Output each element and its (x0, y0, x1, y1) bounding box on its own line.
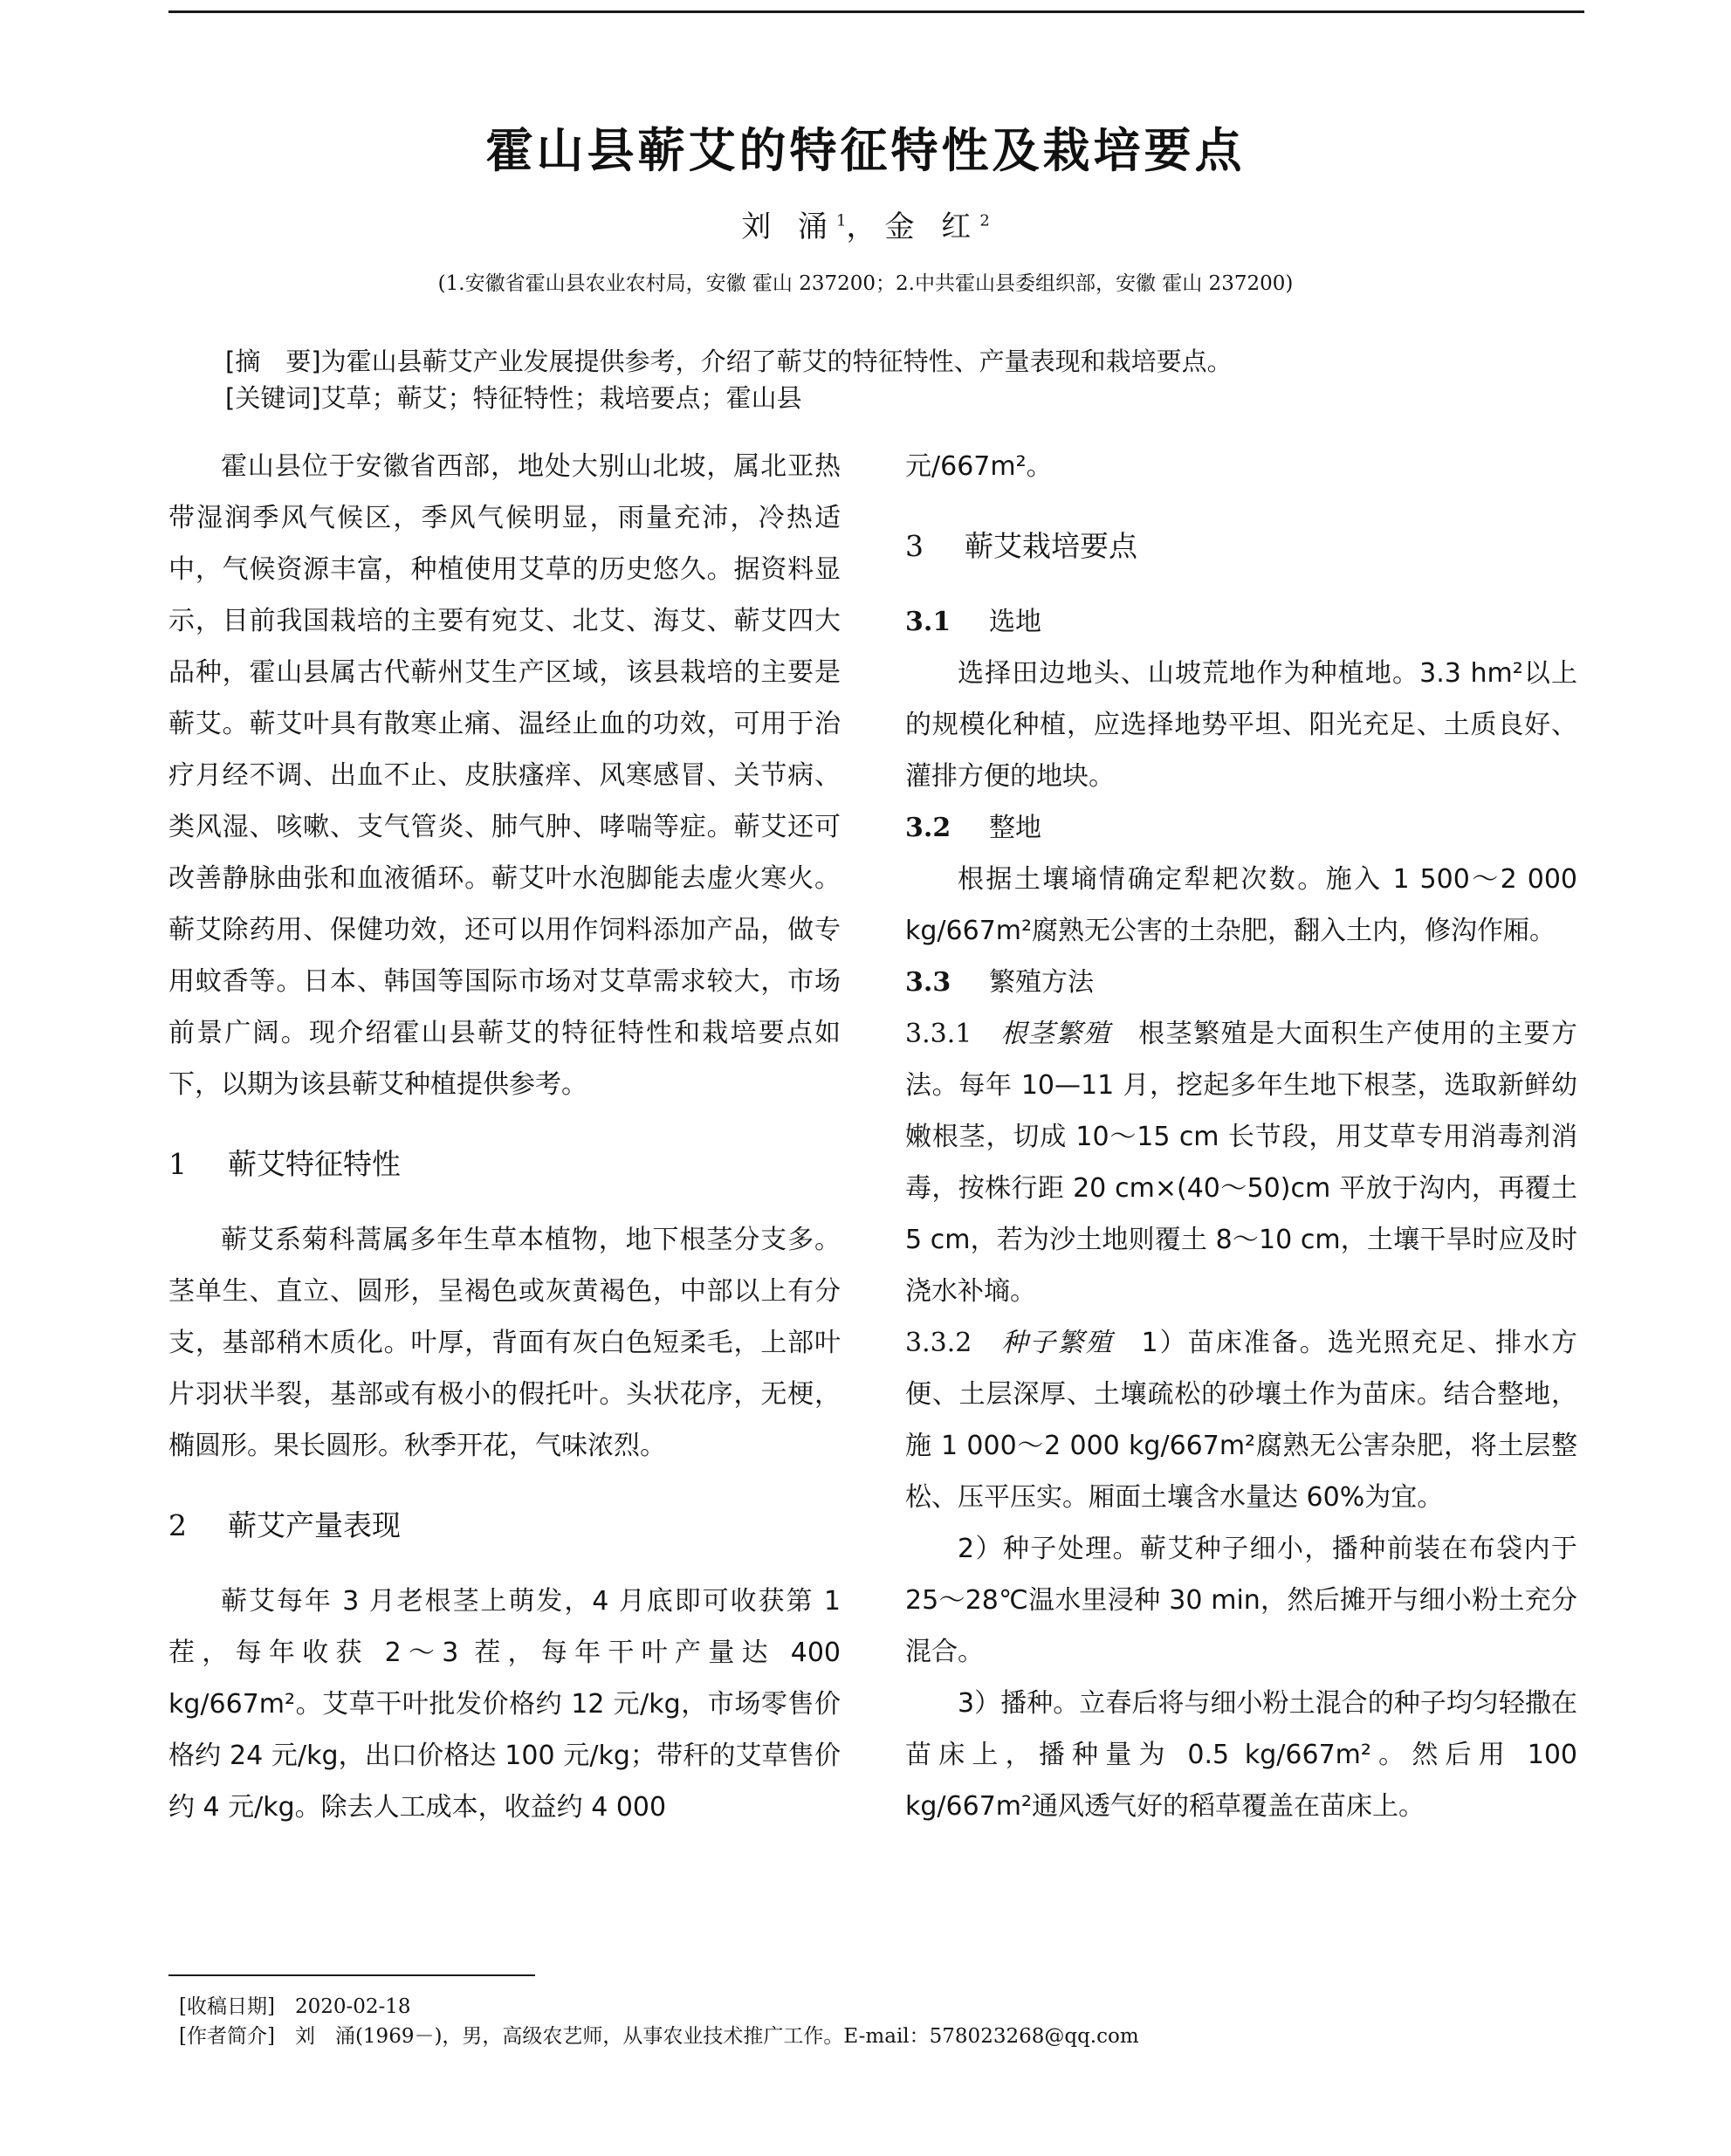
keywords-label: [关键词] (225, 383, 321, 413)
section-heading: 3 蕲艾栽培要点 (905, 529, 1137, 563)
footnote-rule (168, 1974, 535, 1976)
keywords (225, 379, 802, 415)
author-affil-mark: 2 (979, 211, 990, 230)
author-bio (179, 2020, 1139, 2049)
author-line: 刘 涌$^1$，金 红$^2$ (741, 209, 990, 244)
abstract-label: [摘 要] (225, 347, 321, 376)
subsubsection-paragraph: 3.3.1 根茎繁殖 根茎繁殖是大面积生产使用的主要方法。每年 10—11 月，挖起多年生地下根茎，选取新鲜幼嫩根茎，切成 10～15 cm 长节段，用艾草专用消毒剂消毒，按株行距 20 cm×(40～50)cm 平放于沟内，再覆土 5 cm，若为沙土地则覆土 8～10 cm，土壤干旱时应及时浇水补墒。 (905, 1019, 1578, 1307)
abstract (225, 342, 1233, 378)
intro-paragraph: 霍山县位于安徽省西部，地处大别山北坡，属北亚热带湿润季风气候区，季风气候明显，雨量充沛，冷热适中，气候资源丰富，种植使用艾草的历史悠久。据资料显示，目前我国栽培的主要有宛艾、北艾、海艾、蕲艾四大品种，霍山县属古代蕲州艾生产区域，该县栽培的主要是蕲艾。蕲艾叶具有散寒止痛、温经止血的功效，可用于治疗月经不调、出血不止、皮肤瘙痒、风寒感冒、关节病、类风湿、咳嗽、支气管炎、肺气肿、哮喘等症。蕲艾还可改善静脉曲张和血液循环。蕲艾叶水泡脚能去虚火寒火。蕲艾除药用、保健功效，还可以用作饲料添加产品，做专用蚊香等。日本、韩国等国际市场对艾草需求较大，市场前景广阔。现介绍霍山县蕲艾的特征特性和栽培要点如下，以期为该县蕲艾种植提供参考。 (168, 451, 841, 1100)
author-name: 金 红 (884, 209, 980, 244)
subsubsection-paragraph: 3.3.2 种子繁殖 1）苗床准备。选光照充足、排水方便、土层深厚、土壤疏松的砂壤土作为苗床。结合整地，施 1 000～2 000 kg/667m²腐熟无公害杂肥，将土层整松、压平压实。厢面土壤含水量达 60%为宜。 (905, 1328, 1578, 1513)
header-rule (168, 10, 1584, 13)
author-bio-text: 刘 涌(1969－)，男，高级农艺师，从事农业技术推广工作。E-mail：578023268@qq.com (294, 2025, 1139, 2048)
author-bio-label: [作者简介] (179, 2025, 275, 2048)
received-date (179, 1990, 411, 2019)
subsection-heading: 3.2 整地 (905, 813, 1041, 843)
subsection-heading: 3.1 选地 (905, 607, 1041, 637)
affiliation: (1.安徽省霍山县农业农村局，安徽 霍山 237200；2.中共霍山县委组织部，安徽 霍山 237200) (437, 272, 1294, 295)
subsection-paragraph: 根据土壤墒情确定犁耙次数。施入 1 500～2 000 kg/667m²腐熟无公害的土杂肥，翻入土内，修沟作厢。 (905, 864, 1577, 946)
abstract-text: 为霍山县蕲艾产业发展提供参考，介绍了蕲艾的特征特性、产量表现和栽培要点。 (320, 347, 1233, 376)
section-paragraph: 蕲艾每年 3 月老根茎上萌发，4 月底即可收获第 1 茬，每年收获 2～3 茬，每年干叶产量达 400 kg/667m²。艾草干叶批发价格约 12 元/kg，市场零售价格约 24 元/kg，出口价格达 100 元/kg；带秆的艾草售价约 4 元/kg。除去人工成本，收益约 4 000 (168, 1586, 841, 1823)
section-heading: 1 蕲艾特征特性 (168, 1147, 401, 1181)
section-heading: 2 蕲艾产量表现 (168, 1508, 401, 1542)
keywords-text: 艾草；蕲艾；特征特性；栽培要点；霍山县 (320, 383, 802, 413)
continued-text: 元/667m²。 (905, 451, 1053, 482)
right-column (905, 441, 1577, 1832)
author-affil-mark: 1 (836, 211, 847, 230)
received-label: [收稿日期] (179, 1995, 275, 2018)
subsection-heading: 3.3 繁殖方法 (905, 967, 1094, 998)
received-value: 2020-02-18 (294, 1995, 411, 2018)
step-paragraph: 2）种子处理。蕲艾种子细小，播种前装在布袋内于 25～28℃温水里浸种 30 min，然后摊开与细小粉土充分混合。 (905, 1534, 1577, 1667)
author-name: 刘 涌 (741, 209, 837, 244)
article-title: 霍山县蕲艾的特征特性及栽培要点 (485, 123, 1246, 178)
left-column (168, 441, 841, 1833)
subsection-paragraph: 选择田边地头、山坡荒地作为种植地。3.3 hm²以上的规模化种植，应选择地势平坦、阳光充足、土质良好、灌排方便的地块。 (905, 658, 1577, 792)
section-paragraph: 蕲艾系菊科蒿属多年生草本植物，地下根茎分支多。茎单生、直立、圆形，呈褐色或灰黄褐色，中部以上有分支，基部稍木质化。叶厚，背面有灰白色短柔毛，上部叶片羽状半裂，基部或有极小的假托叶。头状花序，无梗，椭圆形。果长圆形。秋季开花，气味浓烈。 (168, 1225, 841, 1461)
step-paragraph: 3）播种。立春后将与细小粉土混合的种子均匀轻撒在苗床上，播种量为 0.5 kg/667m²。然后用 100 kg/667m²通风透气好的稻草覆盖在苗床上。 (905, 1688, 1577, 1822)
